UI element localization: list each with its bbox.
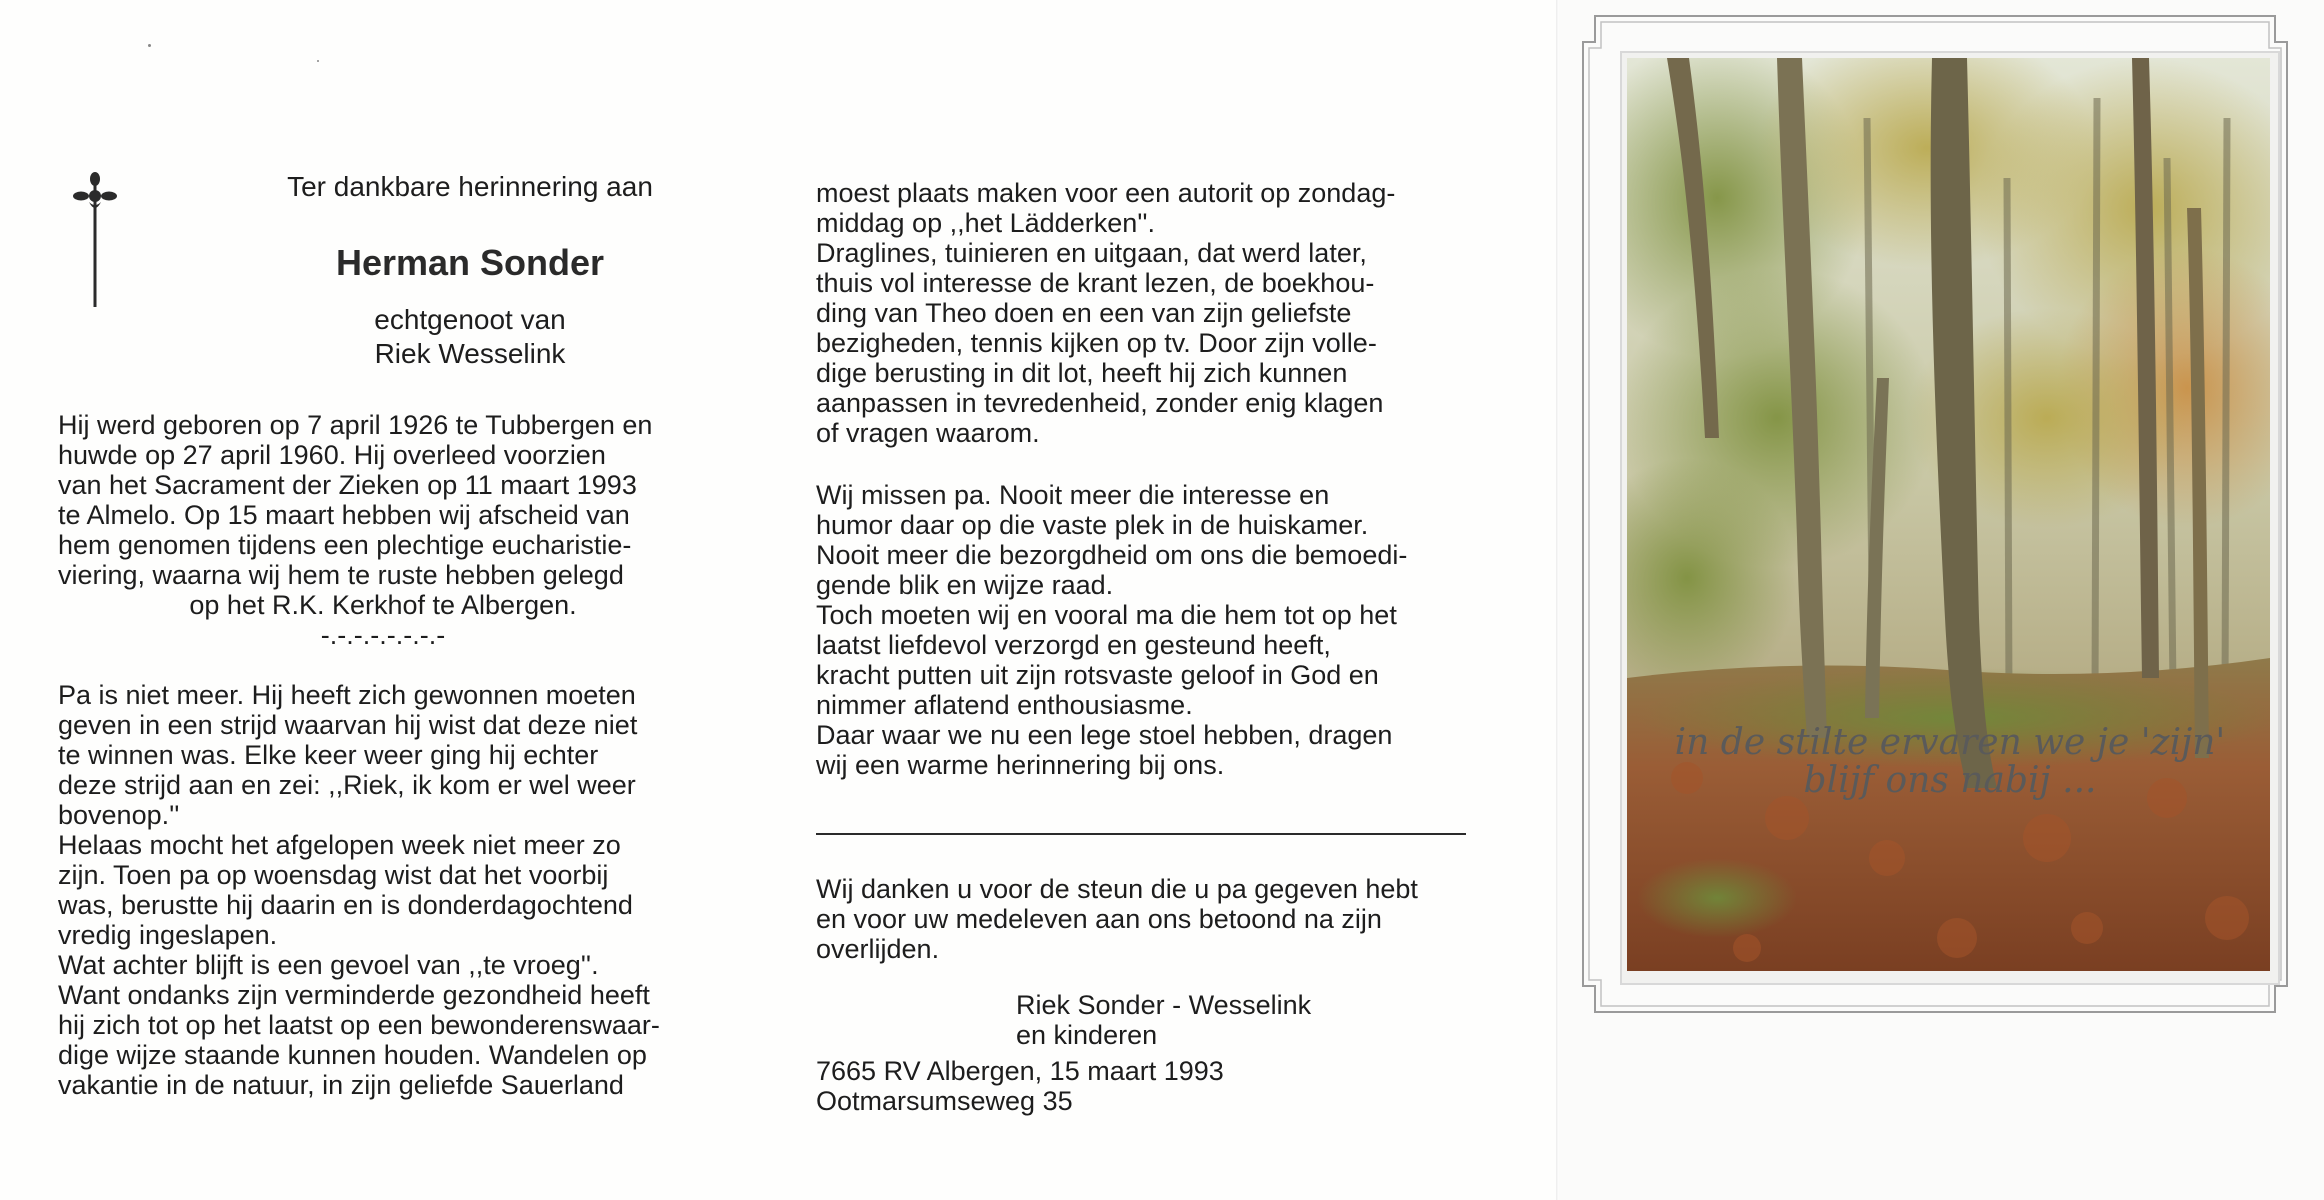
text-line: humor daar op die vaste plek in de huiskamer. — [816, 510, 1369, 540]
caption-line-2: blijf ons nabij ... — [1803, 760, 2097, 801]
text-line: Daar waar we nu een lege stoel hebben, dragen — [816, 720, 1393, 750]
signature-block — [1016, 990, 1466, 1050]
text-line: Helaas mocht het afgelopen week niet meer zo — [58, 830, 621, 860]
text-line: hij zich tot op het laatst op een bewonderenswaar- — [58, 1010, 660, 1040]
text-line: wij een warme herinnering bij ons. — [816, 750, 1225, 780]
text-line: Toch moeten wij en vooral ma die hem tot op het — [816, 600, 1397, 630]
text-line: op het R.K. Kerkhof te Albergen. — [189, 590, 577, 620]
thanks-block — [816, 874, 1471, 964]
text-line: thuis vol interesse de krant lezen, de boekhou- — [816, 268, 1375, 298]
text-line: vredig ingeslapen. — [58, 920, 278, 950]
text-line: huwde op 27 april 1960. Hij overleed voorzien — [58, 440, 606, 470]
text-line: vakantie in de natuur, in zijn geliefde Sauerland — [58, 1070, 624, 1100]
text-line: Wij danken u voor de steun die u pa gegeven hebt — [816, 874, 1418, 904]
autumn-forest-photo — [1627, 58, 2270, 971]
text-line: ding van Theo doen en een van zijn geliefste — [816, 298, 1352, 328]
text-line: bovenop.'' — [58, 800, 180, 830]
text-line: dige berusting in dit lot, heeft hij zich kunnen — [816, 358, 1348, 388]
text-line: was, berustte hij daarin en is donderdagochtend — [58, 890, 633, 920]
text-line: Wat achter blijft is een gevoel van ,,te vroeg''. — [58, 950, 599, 980]
address-block — [816, 1056, 1471, 1116]
text-line: deze strijd aan en zei: ,,Riek, ik kom er wel weer — [58, 770, 636, 800]
cross-icon — [70, 170, 120, 310]
text-line: middag op ,,het Lädderken''. — [816, 208, 1156, 238]
intro-text: Ter dankbare herinnering aan — [287, 171, 653, 202]
text-line: moest plaats maken voor een autorit op zondag- — [816, 178, 1396, 208]
text-line: te winnen was. Elke keer weer ging hij echter — [58, 740, 599, 770]
text-line: hem genomen tijdens een plechtige eucharistie- — [58, 530, 632, 560]
text-line: of vragen waarom. — [816, 418, 1040, 448]
paper-speck — [148, 44, 151, 47]
text-line: Want ondanks zijn verminderde gezondheid heeft — [58, 980, 650, 1010]
caption-line-1: in de stilte ervaren we je 'zijn' — [1674, 722, 2226, 763]
spouse-name: Riek Wesselink — [374, 338, 566, 369]
deceased-name: Herman Sonder — [335, 242, 605, 283]
text-line: dige wijze staande kunnen houden. Wandelen op — [58, 1040, 647, 1070]
signature-name: Riek Sonder - Wesselink — [1016, 990, 1312, 1020]
text-line: zijn. Toen pa op woensdag wist dat het voorbij — [58, 860, 609, 890]
text-line: Draglines, tuinieren en uitgaan, dat werd later, — [816, 238, 1367, 268]
divider-rule — [816, 833, 1466, 835]
text-line: Wij missen pa. Nooit meer die interesse en — [816, 480, 1330, 510]
memories-column — [816, 178, 1471, 780]
text-line: nimmer aflatend enthousiasme. — [816, 690, 1193, 720]
text-line: bezigheden, tennis kijken op tv. Door zijn volle- — [816, 328, 1377, 358]
text-line: geven in een strijd waarvan hij wist dat deze niet — [58, 710, 638, 740]
text-line: kracht putten uit zijn rotsvaste geloof in God en — [816, 660, 1379, 690]
text-line: Pa is niet meer. Hij heeft zich gewonnen moeten — [58, 680, 636, 710]
paper-speck — [317, 60, 319, 62]
biography-column — [58, 410, 708, 1100]
text-line: Nooit meer die bezorgdheid om ons die bemoedi- — [816, 540, 1408, 570]
text-line: en voor uw medeleven aan ons betoond na zijn — [816, 904, 1382, 934]
text-line: laatst liefdevol verzorgd en gesteund heeft, — [816, 630, 1331, 660]
text-line: overlijden. — [816, 934, 940, 964]
text-line: gende blik en wijze raad. — [816, 570, 1114, 600]
text-line: te Almelo. Op 15 maart hebben wij afscheid van — [58, 500, 630, 530]
spouse-label: echtgenoot van — [374, 304, 566, 335]
text-line: viering, waarna wij hem te ruste hebben gelegd — [58, 560, 624, 590]
signature-family: en kinderen — [1016, 1020, 1158, 1050]
address-street: Ootmarsumseweg 35 — [816, 1086, 1073, 1116]
separator-dashes: -.-.-.-.-.-.-.- — [320, 620, 446, 650]
text-line: Hij werd geboren op 7 april 1926 te Tubbergen en — [58, 410, 653, 440]
text-line: van het Sacrament der Zieken op 11 maart 1993 — [58, 470, 637, 500]
text-line: aanpassen in tevredenheid, zonder enig klagen — [816, 388, 1384, 418]
address-date: 7665 RV Albergen, 15 maart 1993 — [816, 1056, 1224, 1086]
